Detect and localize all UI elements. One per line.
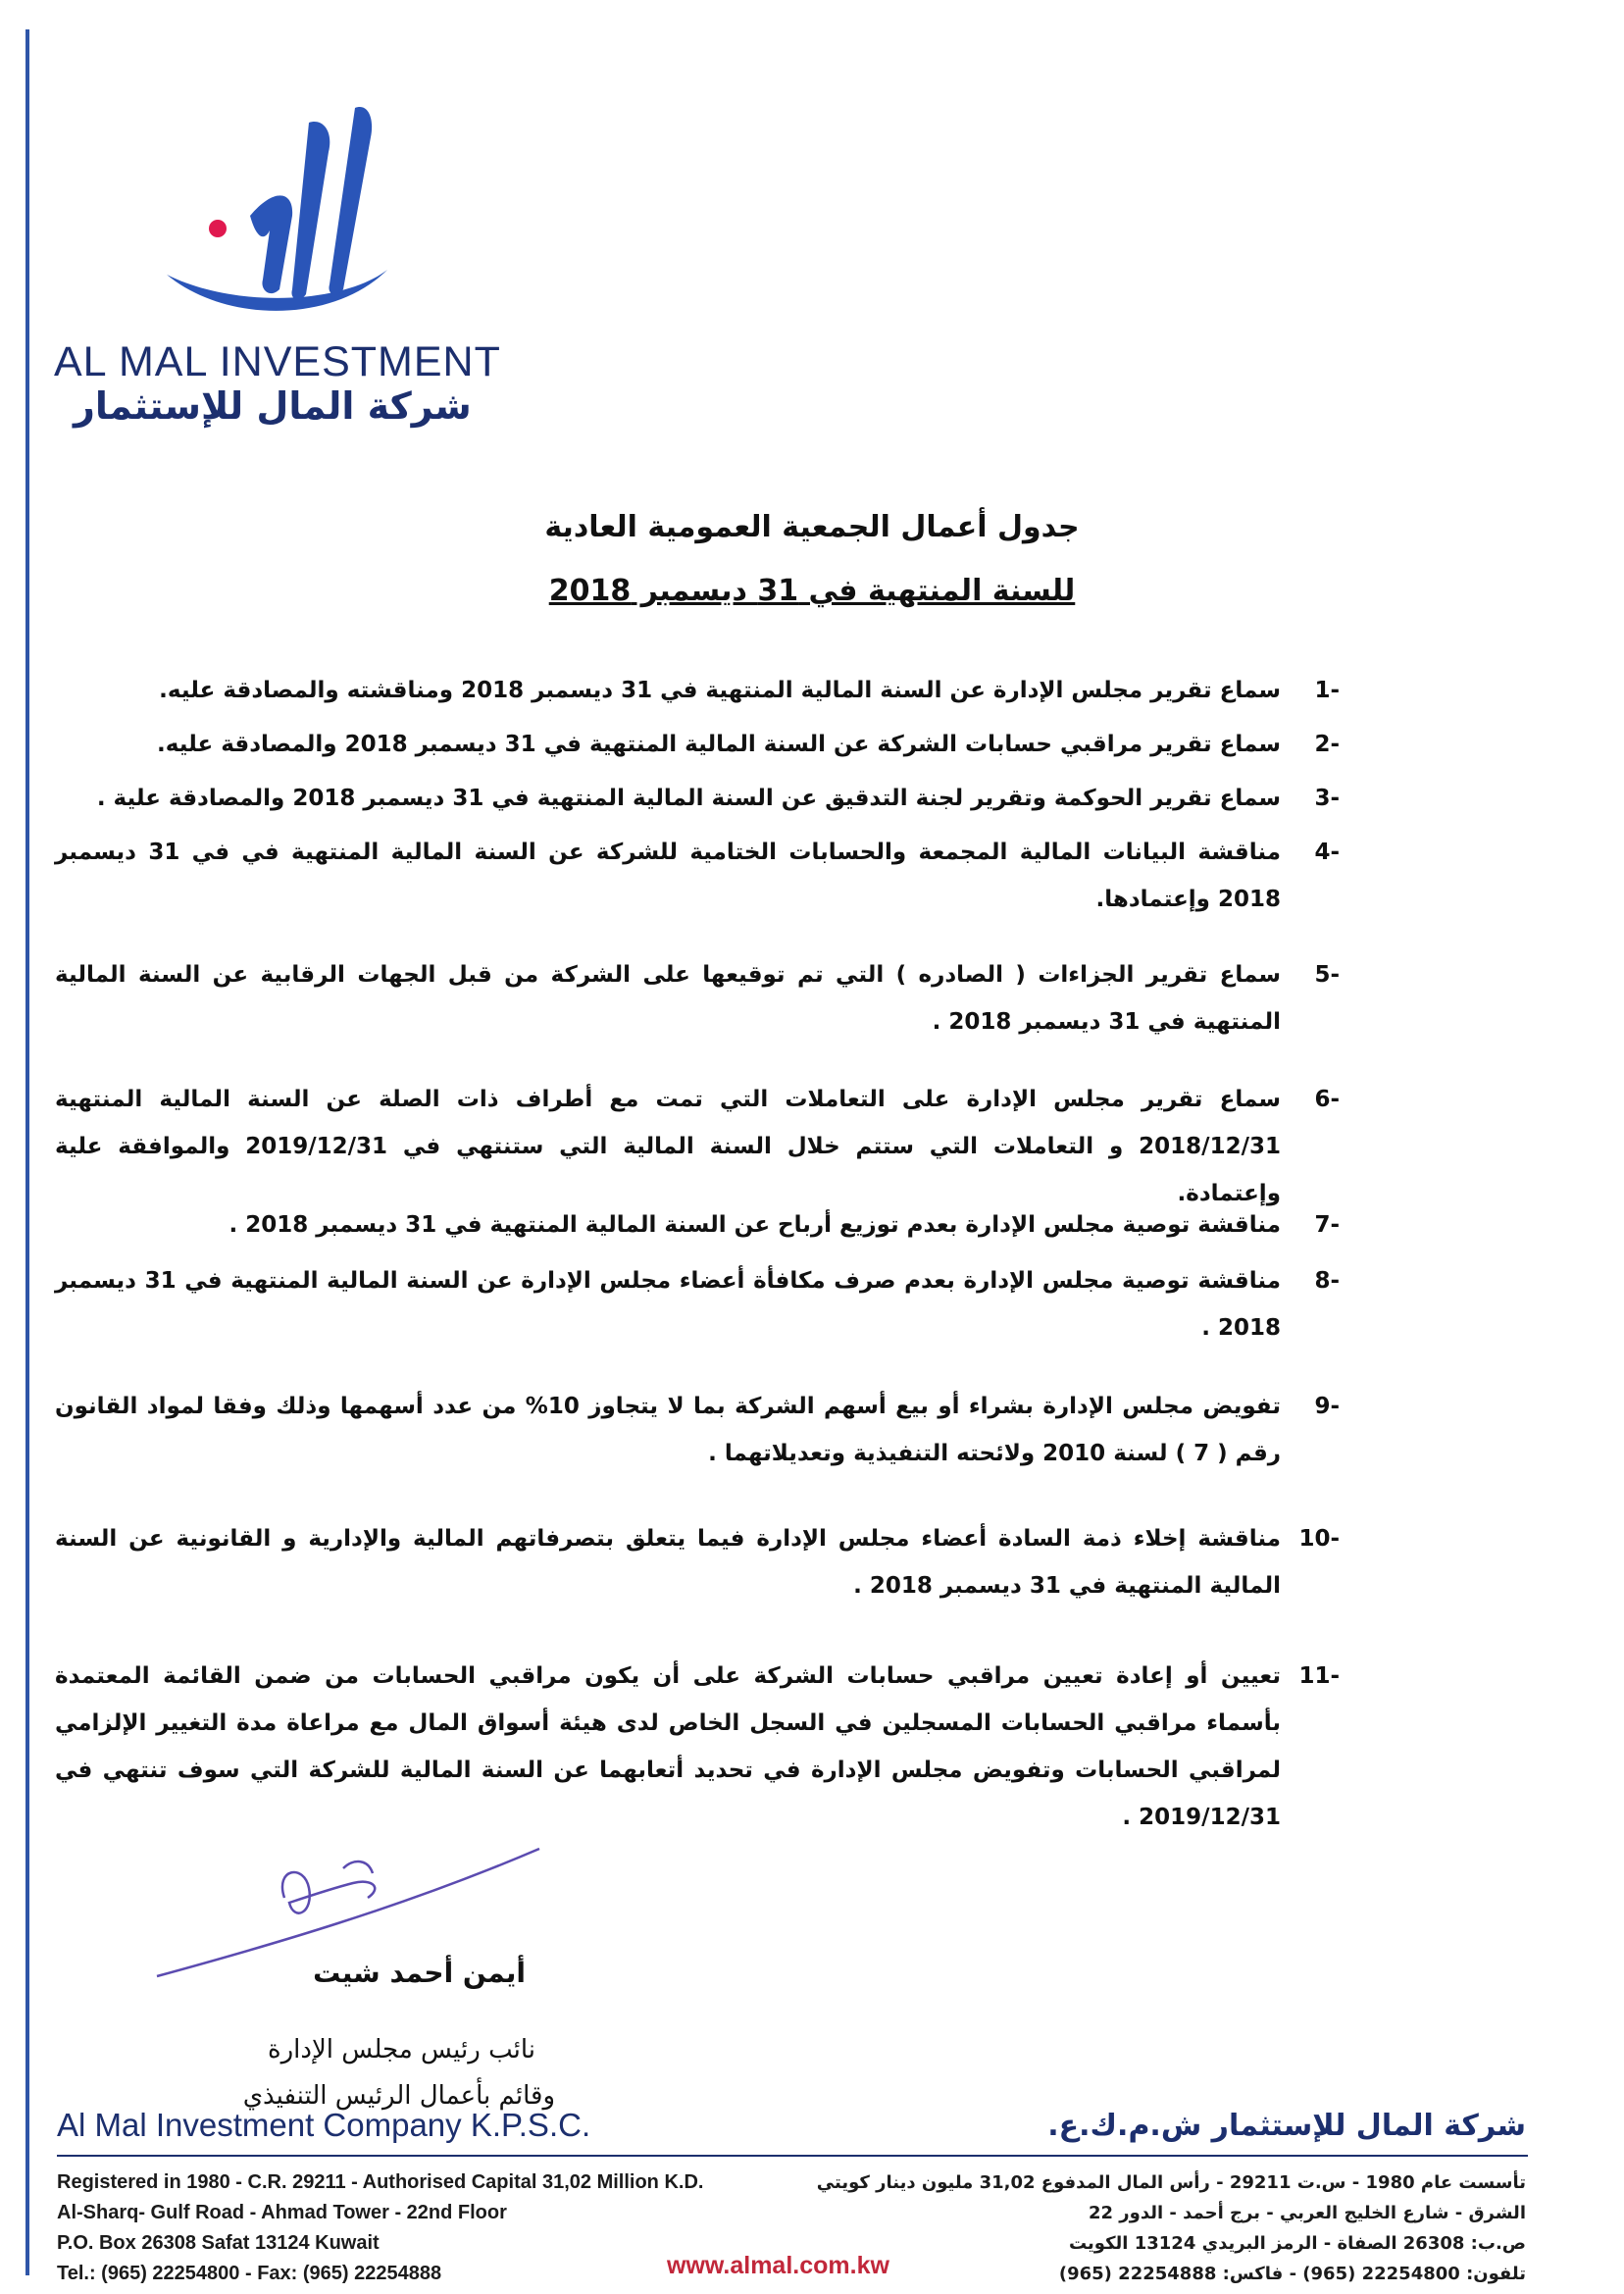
document-subtitle: للسنة المنتهية في 31 ديسمبر 2018 bbox=[548, 574, 1076, 608]
agenda-item-number: -9 bbox=[1314, 1394, 1340, 1419]
agenda-item bbox=[55, 951, 1340, 1045]
agenda-item-text: مناقشة إخلاء ذمة السادة أعضاء مجلس الإدارة فيما يتعلق بتصرفاتهم المالية والإدارية و القانونية عن السنة المالية المنتهية في 31 ديسمبر 2018 . bbox=[55, 1526, 1281, 1599]
footer-en-line: Al-Sharq- Gulf Road - Ahmad Tower - 22nd Floor bbox=[57, 2202, 507, 2223]
footer-website-link[interactable]: www.almal.com.kw bbox=[667, 2252, 889, 2279]
signatory-title-secondary: وقائم بأعمال الرئيس التنفيذي bbox=[242, 2081, 555, 2111]
agenda-item-number: -3 bbox=[1314, 786, 1340, 811]
agenda-item-number: -8 bbox=[1314, 1268, 1340, 1294]
agenda-item-text: سماع تقرير الحوكمة وتقرير لجنة التدقيق عن السنة المالية المنتهية في 31 ديسمبر 2018 والمصادقة علية . bbox=[96, 786, 1281, 811]
agenda-item bbox=[55, 667, 1340, 714]
agenda-item-number: -4 bbox=[1314, 840, 1340, 865]
agenda-item-number: -1 bbox=[1314, 678, 1340, 703]
footer-ar-line: ص.ب: 26308 الصفاة - الرمز البريدي 13124 الكويت bbox=[1068, 2233, 1526, 2254]
footer-divider bbox=[57, 2155, 1528, 2157]
footer-en-line: P.O. Box 26308 Safat 13124 Kuwait bbox=[57, 2232, 380, 2254]
agenda-item bbox=[55, 721, 1340, 768]
signatory-title: نائب رئيس مجلس الإدارة bbox=[268, 2035, 535, 2065]
agenda-item-number: -6 bbox=[1314, 1087, 1340, 1112]
footer-english-details bbox=[57, 2167, 703, 2289]
left-edge-line bbox=[25, 29, 29, 2275]
footer-company-name-arabic: شركة المال للإستثمار ش.م.ك.ع. bbox=[1047, 2109, 1526, 2143]
signatory-name: أيمن أحمد شيت bbox=[313, 1957, 526, 1989]
agenda-item-text: سماع تقرير مجلس الإدارة على التعاملات التي تمت مع أطراف ذات الصلة عن السنة المالية المنتهية 2018/12/31 و التعاملات التي ستتم خلال السنة المالية التي ستنتهي في 2019/12/31 والموافقة علية وإعتمادة. bbox=[55, 1087, 1281, 1206]
agenda-item-number: -5 bbox=[1314, 962, 1340, 988]
logo-mark-icon bbox=[49, 93, 500, 348]
agenda-item-text: سماع تقرير مراقبي حسابات الشركة عن السنة المالية المنتهية في 31 ديسمبر 2018 والمصادقة عليه. bbox=[157, 732, 1281, 757]
agenda-item-text: سماع تقرير الجزاءات ( الصادره ) التي تم توقيعها على الشركة من قبل الجهات الرقابية عن السنة المالية المنتهية في 31 ديسمبر 2018 . bbox=[55, 962, 1281, 1035]
footer-ar-line: تأسست عام 1980 - س.ت 29211 - رأس المال المدفوع 31,02 مليون دينار كويتي bbox=[816, 2172, 1526, 2193]
logo-name-english: AL MAL INVESTMENT bbox=[54, 338, 501, 385]
agenda-item-text: مناقشة توصية مجلس الإدارة بعدم توزيع أرباح عن السنة المالية المنتهية في 31 ديسمبر 2018 . bbox=[228, 1212, 1281, 1238]
agenda-item-text: سماع تقرير مجلس الإدارة عن السنة المالية المنتهية في 31 ديسمبر 2018 ومناقشته والمصادقة عليه. bbox=[159, 678, 1281, 703]
agenda-item bbox=[55, 1076, 1340, 1217]
footer-ar-line: الشرق - شارع الخليج العربي - برج أحمد - الدور 22 bbox=[1088, 2203, 1526, 2223]
agenda-item-number: -2 bbox=[1314, 732, 1340, 757]
agenda-item bbox=[55, 1653, 1340, 1841]
agenda-item bbox=[55, 829, 1340, 923]
agenda-item bbox=[55, 1257, 1340, 1351]
agenda-item-text: مناقشة توصية مجلس الإدارة بعدم صرف مكافأة أعضاء مجلس الإدارة عن السنة المالية المنتهية في 31 ديسمبر 2018 . bbox=[55, 1268, 1281, 1341]
footer-en-line: Registered in 1980 - C.R. 29211 - Authorised Capital 31,02 Million K.D. bbox=[57, 2171, 704, 2193]
agenda-item bbox=[55, 1201, 1340, 1249]
agenda-item bbox=[55, 1383, 1340, 1477]
agenda-item-number: -7 bbox=[1314, 1212, 1340, 1238]
agenda-item-text: تعيين أو إعادة تعيين مراقبي حسابات الشركة على أن يكون مراقبي الحسابات من ضمن القائمة المعتمدة بأسماء مراقبي الحسابات المسجلين في السجل الخاص لدى هيئة أسواق المال مع مراعاة مدة التغيير الإلزامي لمراقبي الحسابات وتفويض مجلس الإدارة في تحديد أتعابهما عن السنة المالية للشركة التي سوف تنتهي في 2019/12/31 . bbox=[55, 1663, 1281, 1830]
agenda-item-number: -11 bbox=[1298, 1663, 1340, 1689]
agenda-item bbox=[55, 1515, 1340, 1609]
agenda-item bbox=[55, 775, 1340, 822]
footer-company-name-english: Al Mal Investment Company K.P.S.C. bbox=[57, 2107, 591, 2143]
agenda-item-text: تفويض مجلس الإدارة بشراء أو بيع أسهم الشركة بما لا يتجاوز 10% من عدد أسهمها وذلك وفقا لمواد القانون رقم ( 7 ) لسنة 2010 ولائحته التنفيذية وتعديلاتهما . bbox=[55, 1394, 1281, 1466]
document-title: جدول أعمال الجمعية العمومية العادية bbox=[544, 510, 1080, 544]
footer-arabic-details bbox=[817, 2167, 1526, 2289]
agenda-item-number: -10 bbox=[1298, 1526, 1340, 1552]
agenda-item-text: مناقشة البيانات المالية المجمعة والحسابات الختامية للشركة عن السنة المالية المنتهية في في 31 ديسمبر 2018 وإعتمادها. bbox=[55, 840, 1281, 912]
footer-en-line: Tel.: (965) 22254800 - Fax: (965) 22254888 bbox=[57, 2263, 442, 2284]
footer-ar-line: تلفون: 22254800 (965) - فاكس: 22254888 (965) bbox=[1058, 2264, 1526, 2284]
logo-name-arabic: شركة المال للإستثمار bbox=[74, 384, 472, 428]
